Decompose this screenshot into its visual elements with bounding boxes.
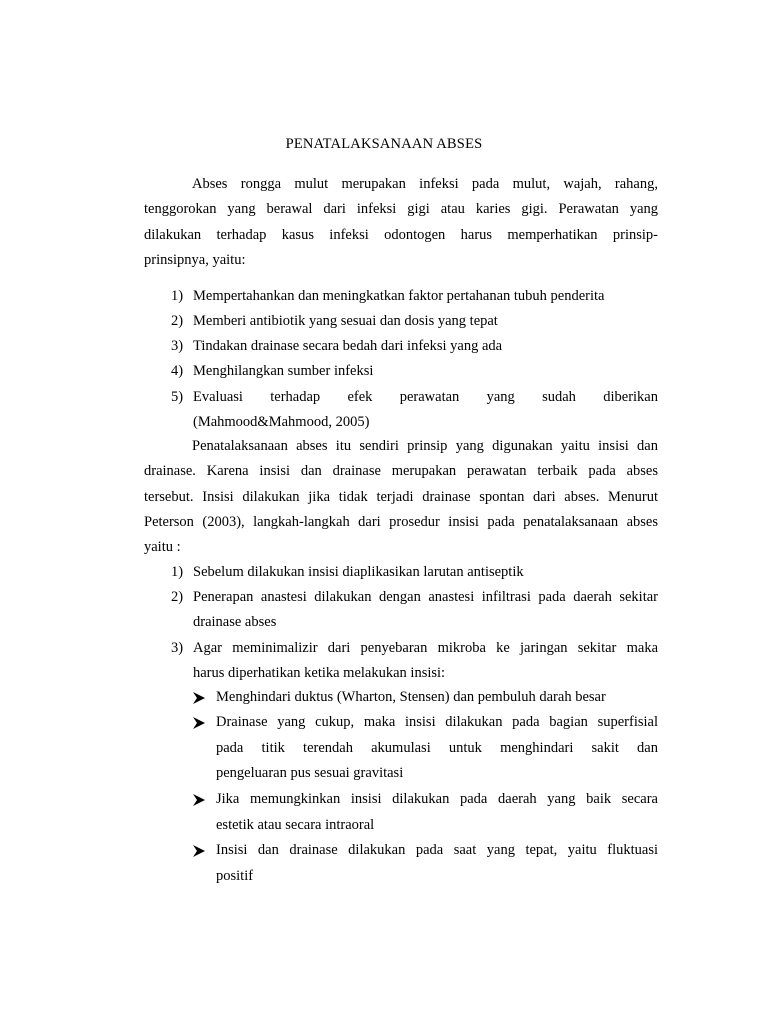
paragraph-line: Peterson (2003), langkah-langkah dari prosedur insisi pada penatalaksanaan abses: [144, 513, 658, 530]
intro-line: prinsipnya, yaitu:: [144, 251, 246, 268]
list-number: 1): [171, 564, 184, 580]
bullet-text: [216, 710, 658, 787]
list-text-line: Penerapan anastesi dilakukan dengan anastesi infiltrasi pada daerah sekitar: [193, 589, 658, 605]
paragraph-line: tersebut. Insisi dilakukan jika tidak terjadi drainase spontan dari abses. Menurut: [144, 488, 658, 505]
arrowhead-bullet-icon: [192, 716, 206, 730]
bullet-text-line: pengeluaran pus sesuai gravitasi: [216, 765, 404, 781]
paragraph-line: Penatalaksanaan abses itu sendiri prinsip yang digunakan yaitu insisi dan: [192, 438, 658, 454]
list-text-line: drainase abses: [193, 614, 277, 630]
bullet-text-line: Drainase yang cukup, maka insisi dilakukan pada bagian superfisial: [216, 714, 658, 730]
list-text-line: (Mahmood&Mahmood, 2005): [193, 414, 370, 430]
bullet-text: [216, 685, 658, 711]
body-paragraph: [144, 434, 658, 560]
list-number: 1): [171, 288, 184, 304]
list-text: [193, 385, 658, 435]
arrowhead-bullet-icon: [192, 844, 206, 858]
list-number: 4): [171, 363, 184, 379]
page-title: PENATALAKSANAAN ABSES: [285, 136, 483, 152]
list-number: 3): [171, 338, 184, 354]
intro-line: tenggorokan yang berawal dari infeksi gigi atau karies gigi. Perawatan yang: [144, 201, 658, 218]
bullet-text-line: Jika memungkinkan insisi dilakukan pada daerah yang baik secara: [216, 791, 658, 807]
list-number: 3): [171, 640, 184, 656]
bullet-text: [216, 787, 658, 838]
list-number: 2): [171, 589, 184, 605]
list-text-line: Evaluasi terhadap efek perawatan yang sudah diberikan: [193, 389, 658, 405]
list-text: Memberi antibiotik yang sesuai dan dosis yang tepat: [193, 313, 498, 329]
bullet-text-line: positif: [216, 867, 254, 884]
list-text-line: harus diperhatikan ketika melakukan insisi:: [193, 665, 446, 681]
list-text: Tindakan drainase secara bedah dari infeksi yang ada: [193, 338, 503, 354]
list-text: Sebelum dilakukan insisi diaplikasikan larutan antiseptik: [193, 564, 524, 580]
bullet-text-line: pada titik terendah akumulasi untuk menghindari sakit dan: [216, 739, 658, 756]
arrowhead-bullet-icon: [192, 691, 206, 705]
list-number: 2): [171, 313, 184, 329]
list-text-line: Agar meminimalizir dari penyebaran mikroba ke jaringan sekitar maka: [193, 640, 658, 656]
bullet-text-line: Insisi dan drainase dilakukan pada saat yang tepat, yaitu fluktuasi: [216, 842, 658, 858]
list-text: Mempertahankan dan meningkatkan faktor pertahanan tubuh penderita: [193, 288, 605, 304]
arrowhead-bullet-icon: [192, 793, 206, 807]
list-text: [193, 585, 658, 635]
intro-line: Abses rongga mulut merupakan infeksi pada mulut, wajah, rahang,: [192, 176, 658, 192]
intro-paragraph: [144, 172, 658, 273]
list-number: 5): [171, 389, 184, 405]
list-text: Menghilangkan sumber infeksi: [193, 363, 374, 379]
bullet-text: [216, 838, 658, 889]
paragraph-line: yaitu :: [144, 539, 181, 556]
bullet-text-line: estetik atau secara intraoral: [216, 816, 375, 833]
list-text: [193, 636, 658, 686]
intro-line: dilakukan terhadap kasus infeksi odontogen harus memperhatikan prinsip-: [144, 226, 658, 243]
paragraph-line: drainase. Karena insisi dan drainase merupakan perawatan terbaik pada abses: [144, 463, 658, 480]
bullet-text-line: Menghindari duktus (Wharton, Stensen) dan pembuluh darah besar: [216, 689, 606, 705]
